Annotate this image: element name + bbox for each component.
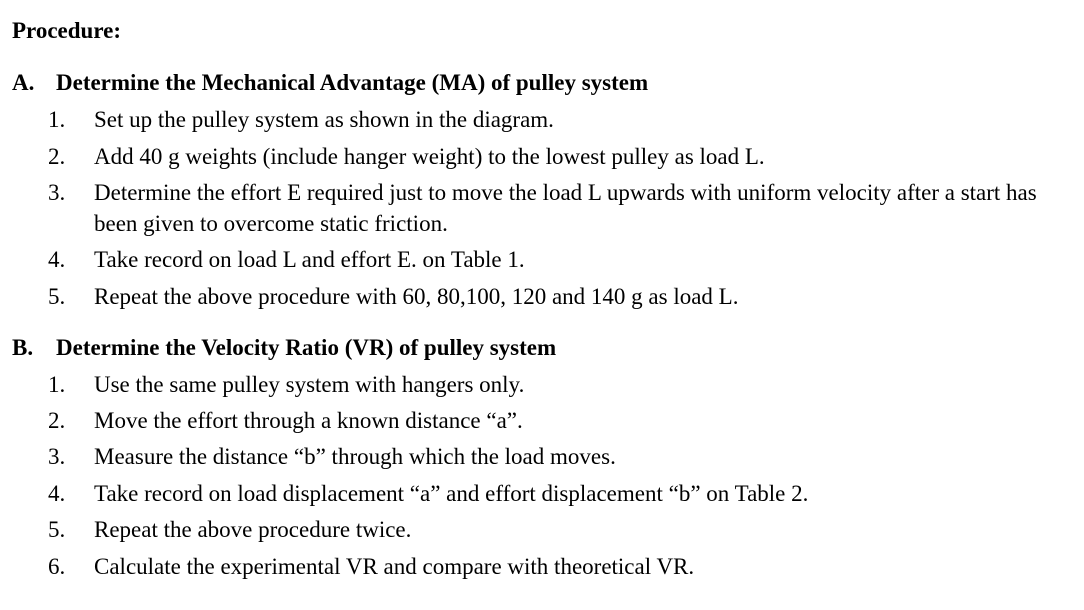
step-text: Calculate the experimental VR and compare with theoretical VR. — [94, 554, 695, 579]
section-a-letter: A. — [12, 70, 35, 95]
section-b-step-4 — [48, 478, 1074, 509]
section-a-step-3 — [48, 177, 1074, 239]
step-text: Move the effort through a known distance “a”. — [94, 408, 523, 433]
section-a-title — [12, 69, 648, 97]
section-b-step-1 — [48, 369, 1074, 400]
step-text: Repeat the above procedure twice. — [94, 517, 412, 542]
step-text: Take record on load displacement “a” and effort displacement “b” on Table 2. — [94, 481, 809, 506]
step-text: Repeat the above procedure with 60, 80,100, 120 and 140 g as load L. — [94, 284, 739, 309]
step-number: 4. — [48, 247, 66, 272]
step-number: 2. — [48, 408, 66, 433]
step-text: Measure the distance “b” through which the load moves. — [94, 444, 616, 469]
section-a-step-5 — [48, 281, 1074, 312]
step-number: 3. — [48, 444, 66, 469]
step-number: 1. — [48, 107, 66, 132]
step-text: Set up the pulley system as shown in the diagram. — [94, 107, 554, 132]
step-number: 6. — [48, 554, 66, 579]
section-b-step-5 — [48, 514, 1074, 545]
section-b-title — [12, 334, 556, 362]
step-number: 3. — [48, 180, 66, 205]
section-a-title-text: Determine the Mechanical Advantage (MA) of pulley system — [56, 70, 649, 95]
step-text: Add 40 g weights (include hanger weight) to the lowest pulley as load L. — [94, 144, 765, 169]
step-number: 5. — [48, 284, 66, 309]
page-heading: Procedure: — [12, 18, 122, 43]
section-a-step-4 — [48, 244, 1074, 275]
section-a-step-2 — [48, 141, 1074, 172]
step-number: 4. — [48, 481, 66, 506]
step-number: 1. — [48, 372, 66, 397]
section-b-step-3 — [48, 441, 1074, 472]
section-b-step-6 — [48, 551, 1074, 582]
section-a-step-1 — [48, 104, 1074, 135]
section-b-letter: B. — [12, 335, 34, 360]
section-b-step-2 — [48, 405, 1074, 436]
step-number: 5. — [48, 517, 66, 542]
step-text: Determine the effort E required just to move the load L upwards with uniform velocity after a start has been given to overcome static friction. — [94, 180, 1037, 236]
step-number: 2. — [48, 144, 66, 169]
section-b-title-text: Determine the Velocity Ratio (VR) of pulley system — [56, 335, 557, 360]
step-text: Take record on load L and effort E. on Table 1. — [94, 247, 525, 272]
step-text: Use the same pulley system with hangers only. — [94, 372, 525, 397]
